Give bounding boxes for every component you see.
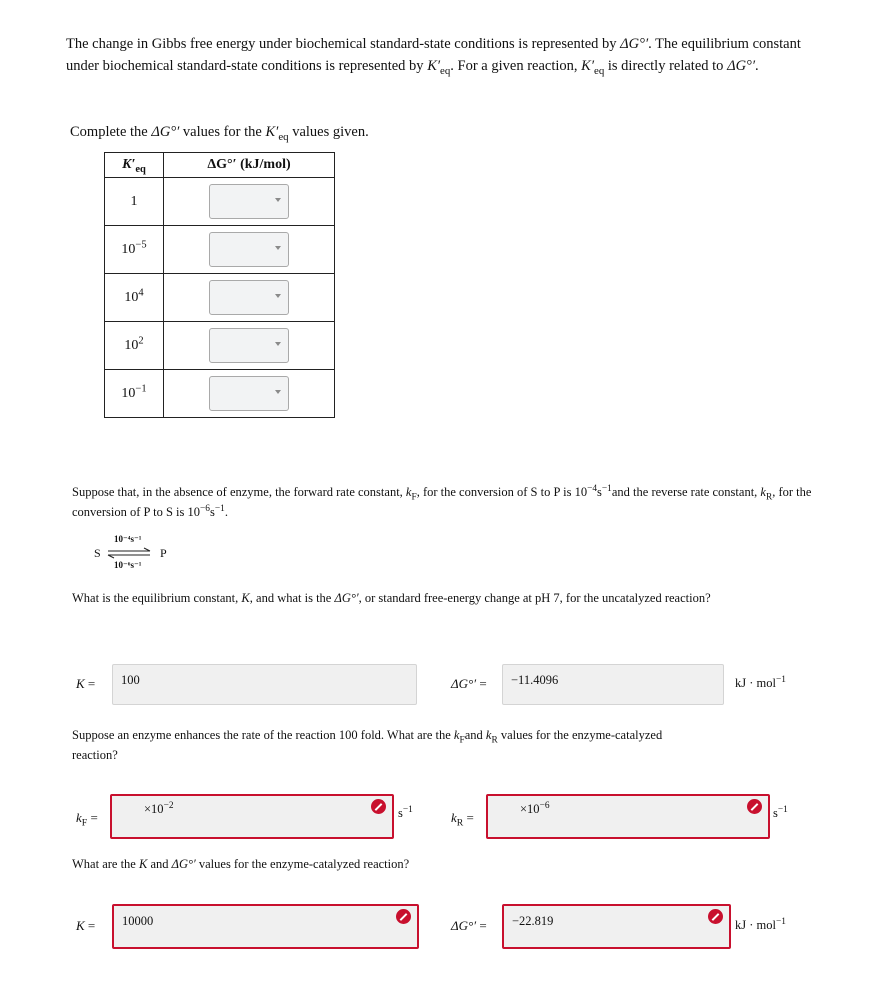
dg-unit: kJ · mol$^{-1}$ — [735, 674, 786, 690]
kf-input[interactable]: $\times 10^{-2}$ — [110, 794, 394, 839]
question-enzyme-equilibrium: What are the K and ΔG°′ values for the enzyme-catalyzed reaction? — [72, 857, 410, 871]
kr-input[interactable]: $\times 10^{-6}$ — [486, 794, 770, 839]
reaction-substrate: S — [94, 546, 101, 560]
reaction-scheme — [92, 534, 192, 580]
k-label: K = — [76, 676, 96, 691]
dg-dropdown[interactable] — [209, 280, 289, 315]
keq-value: $10^2$ — [105, 322, 164, 370]
error-icon — [747, 799, 762, 814]
table-row — [105, 322, 335, 370]
table-row — [105, 274, 335, 322]
chevron-down-icon — [275, 390, 281, 394]
reaction-forward-rate: 10⁻⁴s⁻¹ — [114, 534, 142, 544]
complete-prompt: Complete the ΔG°′ values for the $K'_{eq}$ values given. — [70, 124, 369, 143]
dg2-label: ΔG°′ = — [451, 918, 487, 933]
dg-dropdown[interactable] — [209, 328, 289, 363]
keq-value: 1 — [105, 178, 164, 226]
chevron-down-icon — [275, 294, 281, 298]
keq-value: $10^4$ — [105, 274, 164, 322]
col-header-keq: $K'_{eq}$ — [105, 153, 164, 178]
keq-table — [104, 152, 335, 418]
k2-label: K = — [76, 918, 96, 933]
question-equilibrium: What is the equilibrium constant, K, and what is the ΔG°′, or standard free-energy change at pH 7, for the uncatalyzed reaction? — [72, 591, 711, 605]
dg2-unit: kJ · mol$^{-1}$ — [735, 916, 786, 932]
kr-label: $k_R$ = — [451, 810, 474, 829]
table-row — [105, 226, 335, 274]
equilibrium-arrows-icon — [106, 547, 154, 559]
error-icon — [371, 799, 386, 814]
table-row — [105, 178, 335, 226]
intro-paragraph: The change in Gibbs free energy under biochemical standard-state conditions is represented by ΔG°′. The equilibrium constant under biochemical standard-state conditions is represented by $K'_{eq}$. For a given reaction, $K'_{eq}$ is directly related to ΔG°′. — [66, 36, 801, 77]
question-enzyme-rates: Suppose an enzyme enhances the rate of the reaction 100 fold. What are the $k_Fand$ $k_R$ values for the enzyme-catalyzed reaction? — [72, 728, 663, 762]
reaction-reverse-rate: 10⁻⁶s⁻¹ — [114, 560, 142, 570]
dg2-input[interactable]: −22.819 — [502, 904, 731, 949]
col-header-dg: ΔG°′ (kJ/mol) — [164, 153, 335, 178]
dg-dropdown[interactable] — [209, 232, 289, 267]
table-row — [105, 370, 335, 418]
error-icon — [708, 909, 723, 924]
reaction-product: P — [160, 546, 167, 560]
dg-label: ΔG°′ = — [451, 676, 487, 691]
dg-dropdown[interactable] — [209, 184, 289, 219]
keq-value: $10^{-5}$ — [105, 226, 164, 274]
dg-input[interactable]: −11.4096 — [502, 664, 724, 705]
chevron-down-icon — [275, 246, 281, 250]
rate-constant-paragraph: Suppose that, in the absence of enzyme, the forward rate constant, $k_F$, for the conversion of S to P is $10^{-4}s^{-1}and$ the reverse rate constant, $k_R$, for the conversion of P to S is $10^{-6}s^{-1}$. — [72, 483, 812, 519]
k-input[interactable]: 100 — [112, 664, 417, 705]
chevron-down-icon — [275, 198, 281, 202]
dg-dropdown[interactable] — [209, 376, 289, 411]
kr-unit: $s^{-1}$ — [773, 804, 788, 820]
error-icon — [396, 909, 411, 924]
chevron-down-icon — [275, 342, 281, 346]
keq-value: $10^{-1}$ — [105, 370, 164, 418]
kf-label: $k_F$ = — [76, 810, 98, 829]
kf-unit: $s^{-1}$ — [398, 804, 413, 820]
k2-input[interactable]: 10000 — [112, 904, 419, 949]
